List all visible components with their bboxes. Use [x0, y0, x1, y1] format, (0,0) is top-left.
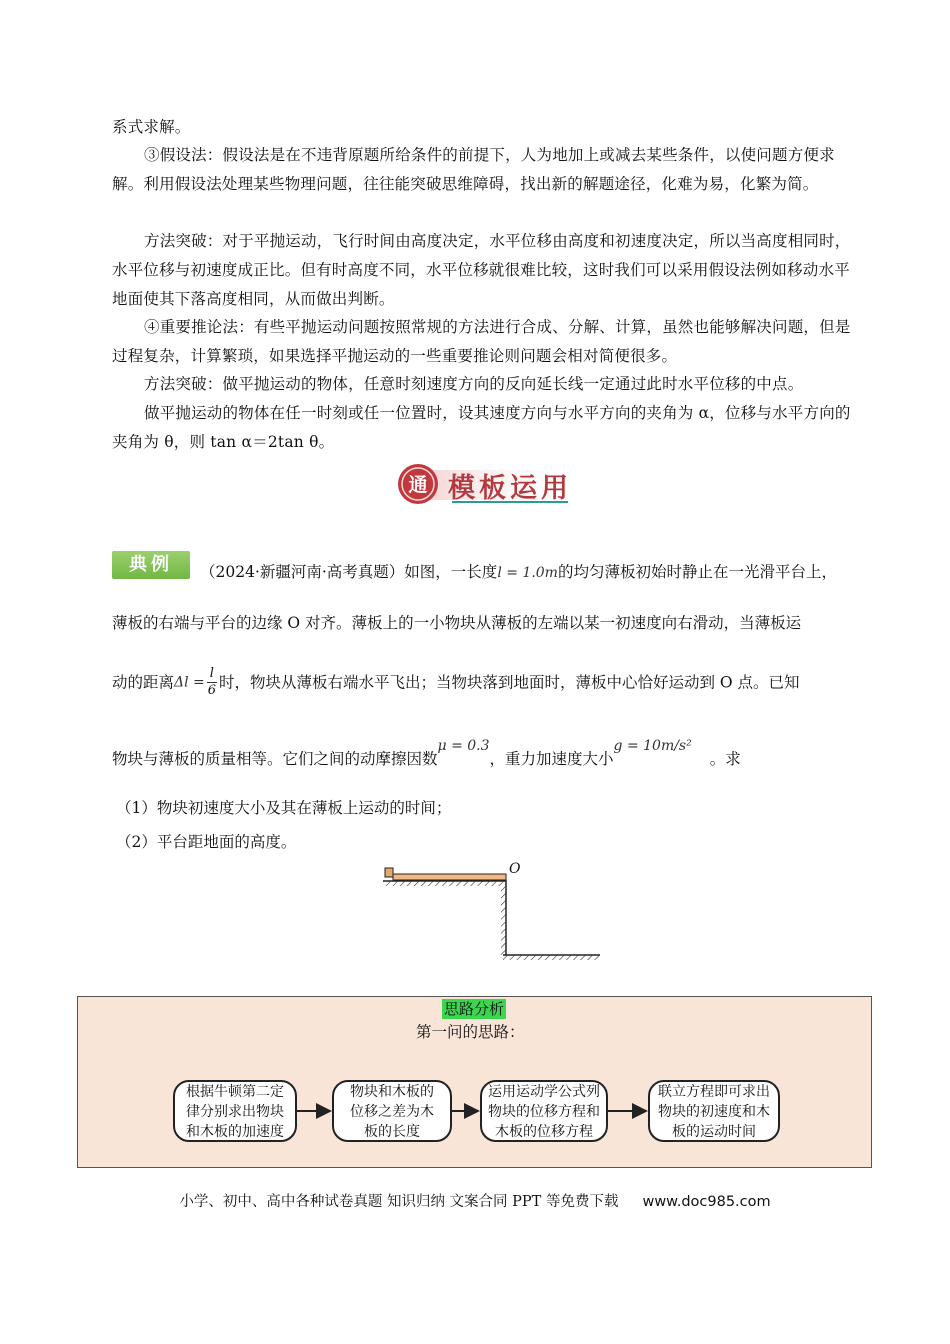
wall-hatch	[501, 886, 506, 955]
paragraph-angle-relation: 做平抛运动的物体在任一时刻或任一位置时，设其速度方向与水平方向的夹角为 α，位移与水平方向的夹角为 θ，则 tan α＝2tan θ。	[112, 404, 851, 451]
paragraph-method-breakthrough-2: 方法突破：做平抛运动的物体，任意时刻速度方向的反向延长线一定通过此时水平位移的中点。	[144, 375, 804, 393]
paragraph-method-breakthrough-1: 方法突破：对于平抛运动，飞行时间由高度决定，水平位移由高度和初速度决定，所以当高度相同时，水平位移与初速度成正比。但有时高度不同，水平位移就很难比较，这时我们可以采用假设法例如移动水平地面使其下落高度相同，从而做出判断。	[112, 232, 851, 308]
flow-step-1-line: 律分别求出物块	[186, 1104, 284, 1120]
analysis-subtitle: 第一问的思路：	[416, 1023, 525, 1041]
example-line-1-text-b: 的均匀薄板初始时静止在一光滑平台上，	[557, 563, 837, 581]
thin-board	[393, 874, 506, 880]
example-line-4	[112, 740, 741, 784]
flow-step-1-line: 根据牛顿第二定	[186, 1084, 284, 1100]
flow-step-4-line: 联立方程即可求出	[658, 1084, 770, 1100]
example-tag: 典例	[112, 551, 190, 579]
flow-step-1-line: 和木板的加速度	[186, 1124, 284, 1140]
ground-hatch	[503, 955, 600, 960]
paragraph-continuation: 系式求解。	[112, 118, 191, 136]
example-line-4-text-a: 物块与薄板的质量相等。它们之间的动摩擦因数	[112, 750, 438, 768]
platform-hatch	[383, 881, 506, 886]
flow-step-2-line: 板的长度	[364, 1124, 420, 1140]
example-line-1	[200, 561, 837, 584]
question-1: （1）物块初速度大小及其在薄板上运动的时间；	[116, 799, 452, 817]
flow-arrows	[78, 997, 873, 1169]
example-line-3-text-a: 动的距离	[112, 673, 175, 692]
page-footer	[0, 1190, 950, 1211]
paragraph-assumption-method: ③假设法：假设法是在不违背原题所给条件的前提下，人为地加上或减去某些条件，以使问题方便求解。利用假设法处理某些物理问题，往往能突破思维障碍，找出新的解题途径，化难为易，化繁为简。	[112, 146, 835, 193]
small-block	[385, 868, 393, 877]
template-banner	[396, 462, 580, 506]
analysis-tag: 思路分析	[444, 1000, 505, 1018]
flow-step-2-line: 物块和木板的	[350, 1084, 434, 1100]
fraction-numerator: l	[207, 666, 217, 683]
example-line-3	[112, 666, 800, 706]
paragraph-inference-method: ④重要推论法：有些平抛运动问题按照常规的方法进行合成、分解、计算，虽然也能够解决问题，但是过程复杂，计算繁琐，如果选择平抛运动的一些重要推论则问题会相对简便很多。	[112, 318, 851, 365]
flow-step-3-line: 木板的位移方程	[495, 1124, 593, 1140]
example-line-3-text-b: 时，物块从薄板右端水平飞出；当物块落到地面时，薄板中心恰好运动到 O 点。已知	[218, 673, 800, 692]
banner-title: 模板运用	[448, 473, 572, 504]
flow-step-4-line: 物块的初速度和木	[658, 1104, 770, 1120]
flow-step-3-line: 运用运动学公式列	[488, 1084, 600, 1100]
example-line-4-text-c: 。求	[709, 750, 741, 768]
math-delta-l: Δl =	[174, 674, 205, 691]
fraction-denominator: 6	[207, 683, 217, 698]
analysis-panel	[77, 996, 872, 1168]
point-o-label: O	[509, 861, 521, 877]
example-line-2: 薄板的右端与平台的边缘 O 对齐。薄板上的一小物块从薄板的左端以某一初速度向右滑动，当薄板运	[112, 614, 802, 632]
platform-figure	[378, 858, 608, 968]
example-line-4-text-b: ，重力加速度大小	[489, 750, 614, 768]
example-line-1-text-a: （2024·新疆河南·高考真题）如图，一长度	[200, 563, 498, 581]
question-2: （2）平台距地面的高度。	[116, 833, 297, 851]
math-length: l = 1.0m	[497, 565, 558, 581]
flow-step-3-line: 物块的位移方程和	[488, 1104, 600, 1120]
footer-text: 小学、初中、高中各种试卷真题 知识归纳 文案合同 PPT 等免费下载	[179, 1194, 619, 1210]
banner-badge-char: 通	[408, 474, 428, 496]
flow-step-2-line: 位移之差为木	[350, 1104, 434, 1120]
math-friction-coefficient: μ = 0.3	[437, 738, 490, 754]
math-gravity: g = 10m/s²	[613, 738, 692, 754]
flow-step-4-line: 板的运动时间	[672, 1124, 756, 1140]
math-fraction	[207, 666, 217, 699]
footer-link[interactable]: www.doc985.com	[642, 1194, 771, 1210]
